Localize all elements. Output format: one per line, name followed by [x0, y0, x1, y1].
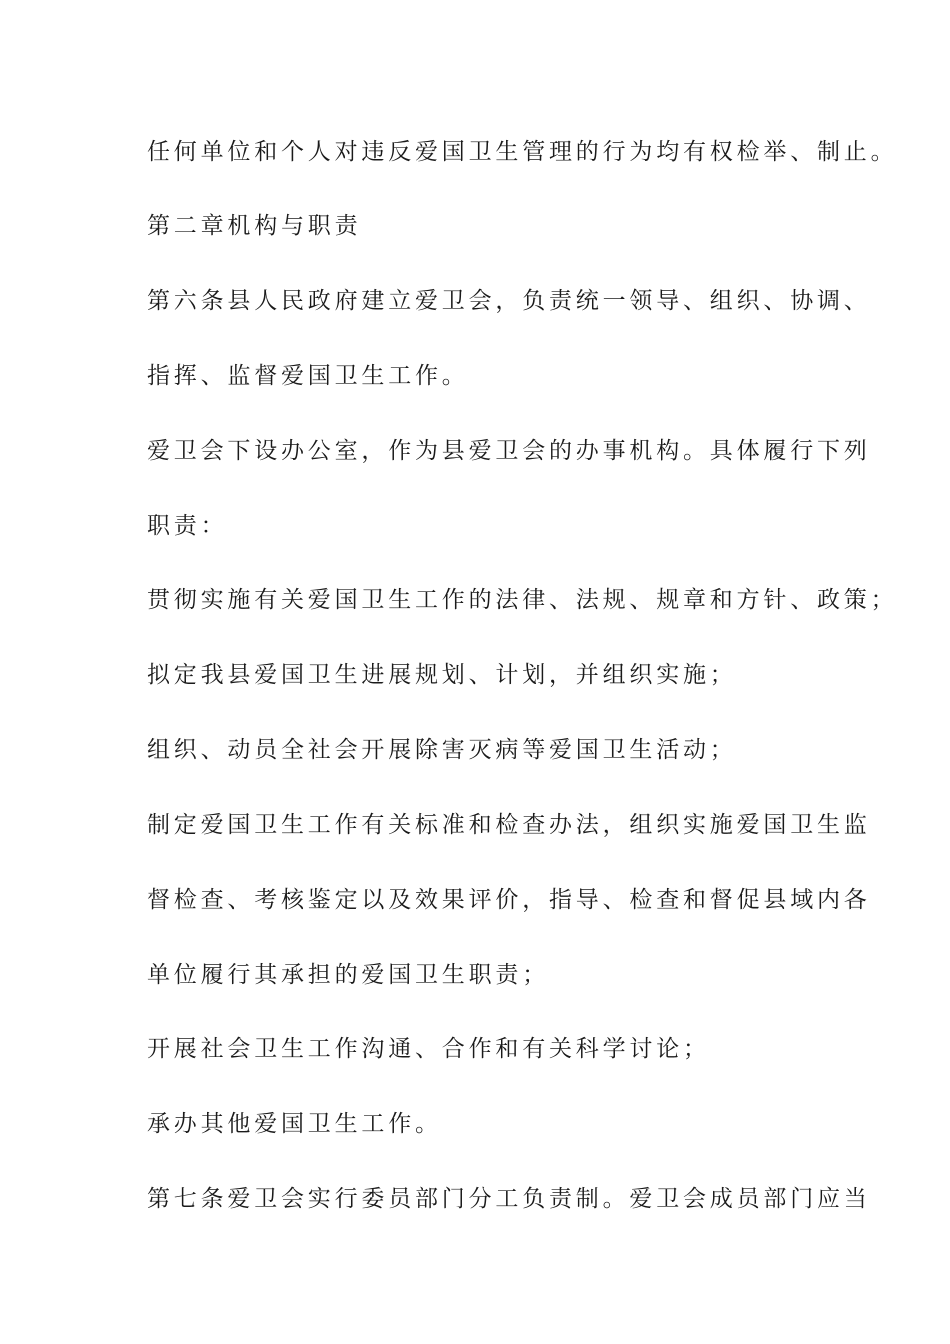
- chapter-heading: 第二章机构与职责: [147, 213, 362, 239]
- text-line: 指挥、监督爱国卫生工作。: [147, 363, 469, 389]
- text-line: 职责：: [147, 513, 228, 539]
- text-line: 拟定我县爱国卫生进展规划、计划，并组织实施；: [147, 662, 737, 688]
- text-line: 组织、动员全社会开展除害灭病等爱国卫生活动；: [147, 737, 737, 763]
- text-line: 第七条爱卫会实行委员部门分工负责制。爱卫会成员部门应当: [147, 1186, 871, 1212]
- text-line: 单位履行其承担的爱国卫生职责；: [147, 962, 549, 988]
- text-line: 制定爱国卫生工作有关标准和检查办法，组织实施爱国卫生监: [147, 812, 871, 838]
- text-line: 第六条县人民政府建立爱卫会，负责统一领导、组织、协调、: [147, 288, 871, 314]
- text-line: 爱卫会下设办公室，作为县爱卫会的办事机构。具体履行下列: [147, 438, 871, 464]
- text-line: 承办其他爱国卫生工作。: [147, 1111, 442, 1137]
- text-line: 督检查、考核鉴定以及效果评价，指导、检查和督促县域内各: [147, 887, 871, 913]
- text-line: 开展社会卫生工作沟通、合作和有关科学讨论；: [147, 1036, 710, 1062]
- text-line: 贯彻实施有关爱国卫生工作的法律、法规、规章和方针、政策；: [147, 587, 898, 613]
- text-line: 任何单位和个人对违反爱国卫生管理的行为均有权检举、制止。: [147, 139, 898, 165]
